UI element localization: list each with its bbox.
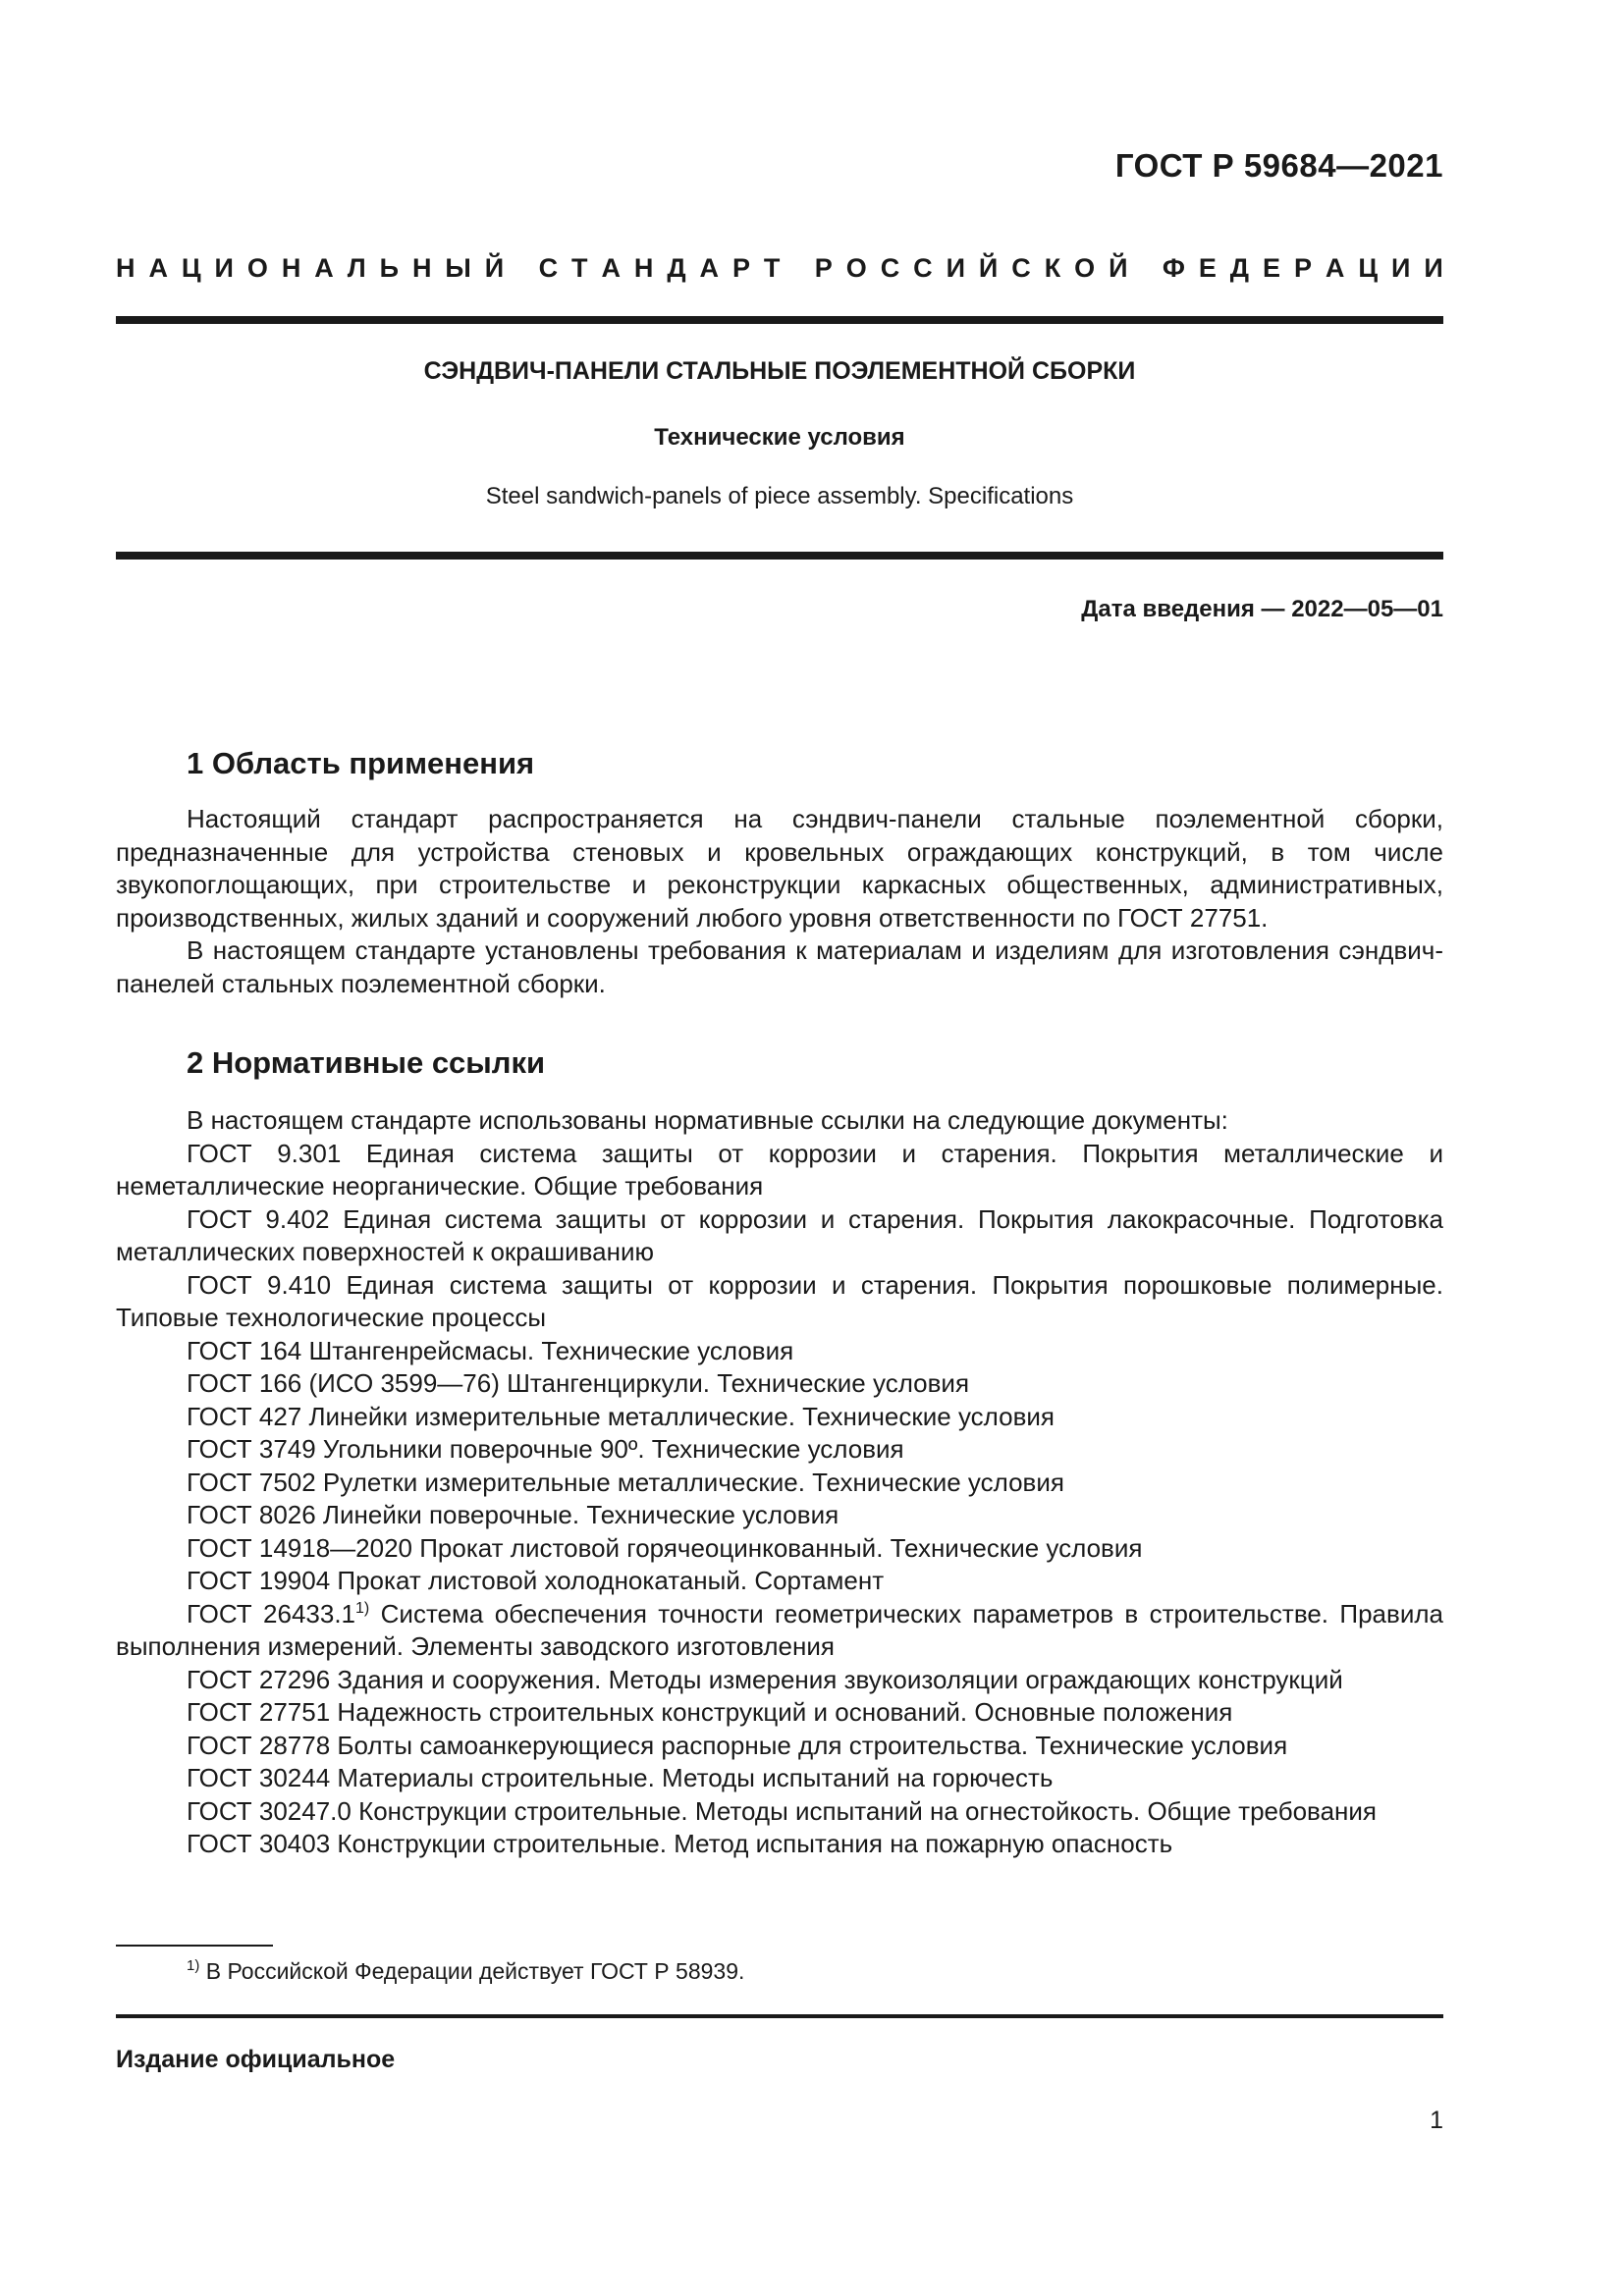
reference-item: ГОСТ 7502 Рулетки измерительные металлические. Технические условия [187,1467,1064,1497]
reference-item: ГОСТ 30244 Материалы строительные. Методы испытаний на горючесть [187,1763,1054,1792]
reference-item: ГОСТ 9.410 Единая система защиты от коррозии и старения. Покрытия порошковые полимерные. Типовые технологические процессы [116,1269,1443,1332]
banner-letter: С [1011,253,1031,283]
reference-item: ГОСТ 30247.0 Конструкции строительные. Методы испытаний на огнестойкость. Общие требования [187,1795,1377,1826]
reference-item: ГОСТ 3749 Угольники поверочные 90º. Технические условия [187,1434,904,1464]
reference-item: ГОСТ 28778 Болты самоанкерующиеся распорные для строительства. Технические условия [187,1730,1288,1760]
document-subtitle: Технические условия [654,424,905,451]
banner-letter: А [1325,253,1345,283]
document-english-title: Steel sandwich-panels of piece assembly. Specifications [485,483,1074,509]
banner-letter: С [913,253,933,283]
reference-item: ГОСТ 27296 Здания и сооружения. Методы измерения звукоизоляции ограждающих конструкций [187,1664,1343,1694]
section-1-body [116,803,1443,1000]
banner-letter: Е [1262,253,1280,283]
footnote-divider [116,1945,273,1947]
banner-letter: Ц [1358,253,1379,283]
banner-letter: Е [1198,253,1217,283]
banner-letter: Р [1293,253,1312,283]
banner-letter: Ц [181,253,201,283]
banner-letter: Л [347,253,366,283]
banner-letter: И [214,253,234,283]
banner-letter: С [538,253,559,283]
footnote-mark: 1) [187,1957,200,1974]
page-number: 1 [1430,2107,1443,2134]
introduction-date: Дата введения — 2022—05—01 [1081,596,1443,622]
reference-item: ГОСТ 14918—2020 Прокат листовой горячеоцинкованный. Технические условия [187,1532,1143,1563]
banner-letter: О [1074,253,1096,283]
banner-letter: Т [571,253,588,283]
footnote-text: В Российской Федерации действует ГОСТ Р 58939. [199,1958,745,1984]
title-divider [116,552,1443,560]
standard-number: ГОСТ Р 59684—2021 [1114,147,1443,184]
banner-letter: Й [1109,253,1128,283]
paragraph: В настоящем стандарте установлены требования к материалам и изделиям для изготовления сэндвич-панелей стальных поэлементной сборки. [116,935,1443,998]
banner-letter: А [699,253,719,283]
edition-label: Издание официальное [116,2046,396,2073]
section-2-heading: 2 Нормативные ссылки [187,1045,546,1080]
banner-letter: Н [281,253,301,283]
references-intro: В настоящем стандарте использованы нормативные ссылки на следующие документы: [187,1105,1228,1135]
banner-letter: Д [1229,253,1250,283]
banner-letter: И [1424,253,1443,283]
banner-letter: Ь [379,253,400,283]
banner-letter: И [1391,253,1411,283]
banner-letter [793,253,801,284]
banner-letter: Т [763,253,781,283]
footnote [187,1958,744,1985]
banner-letter: Й [978,253,999,283]
banner-letter: К [1044,253,1061,283]
bottom-divider [116,2014,1443,2018]
banner-letter: А [314,253,334,283]
reference-item: ГОСТ 9.301 Единая система защиты от коррозии и старения. Покрытия металлические и неметаллические неорганические. Общие требования [116,1138,1443,1201]
reference-item: ГОСТ 9.402 Единая система защиты от коррозии и старения. Покрытия лакокрасочные. Подготовка металлических поверхностей к окрашиванию [116,1203,1443,1266]
banner-letter: А [601,253,621,283]
banner-letter: Н [633,253,654,283]
reference-item: ГОСТ 8026 Линейки поверочные. Технические условия [187,1500,839,1529]
banner-letter: И [946,253,965,283]
banner-letter: О [845,253,867,283]
document-title: СЭНДВИЧ-ПАНЕЛИ СТАЛЬНЫЕ ПОЭЛЕМЕНТНОЙ СБОРКИ [423,357,1136,385]
banner-letter [517,253,525,284]
top-divider [116,316,1443,324]
banner-letter: Р [731,253,750,283]
reference-item: ГОСТ 27751 Надежность строительных конструкций и оснований. Основные положения [187,1697,1233,1727]
reference-item: ГОСТ 30403 Конструкции строительные. Метод испытания на пожарную опасность [187,1829,1173,1858]
reference-item: ГОСТ 427 Линейки измерительные металлические. Технические условия [187,1401,1055,1431]
footnote-marker[interactable]: 1) [355,1599,370,1617]
national-standard-banner [116,253,1443,284]
reference-code: ГОСТ 26433.1 [187,1598,356,1629]
banner-letter: Н [116,253,135,283]
reference-title: Система обеспечения точности геометрических параметров в строительстве. Правила выполнения измерений. Элементы заводского изготовления [116,1598,1443,1661]
banner-letter: О [246,253,268,283]
reference-item: ГОСТ 164 Штангенрейсмасы. Технические условия [187,1335,794,1365]
section-1-heading: 1 Область применения [187,746,535,780]
section-2-body [116,1104,1443,1861]
banner-letter: Д [667,253,686,283]
paragraph: Настоящий стандарт распространяется на сэндвич-панели стальные поэлементной сборки, предназначенные для устройства стеновых и кровельных ограждающих конструкций, в том числе звукопоглощающих, при строительстве и реконструкции каркасных общественных, административных, производственных, жилых зданий и сооружений любого уровня ответственности по ГОСТ 27751. [116,804,1443,933]
reference-item-footnoted [116,1598,1443,1664]
banner-letter: А [148,253,168,283]
banner-letter: Ф [1162,253,1185,283]
reference-item: ГОСТ 166 (ИСО 3599—76) Штангенциркули. Технические условия [187,1368,970,1398]
banner-letter: Р [814,253,833,283]
banner-letter: Й [484,253,505,283]
banner-letter [1141,253,1149,284]
banner-letter: Н [411,253,432,283]
reference-item: ГОСТ 19904 Прокат листовой холоднокатаный. Сортамент [187,1566,885,1595]
banner-letter: С [880,253,900,283]
banner-letter: Ы [445,253,471,283]
